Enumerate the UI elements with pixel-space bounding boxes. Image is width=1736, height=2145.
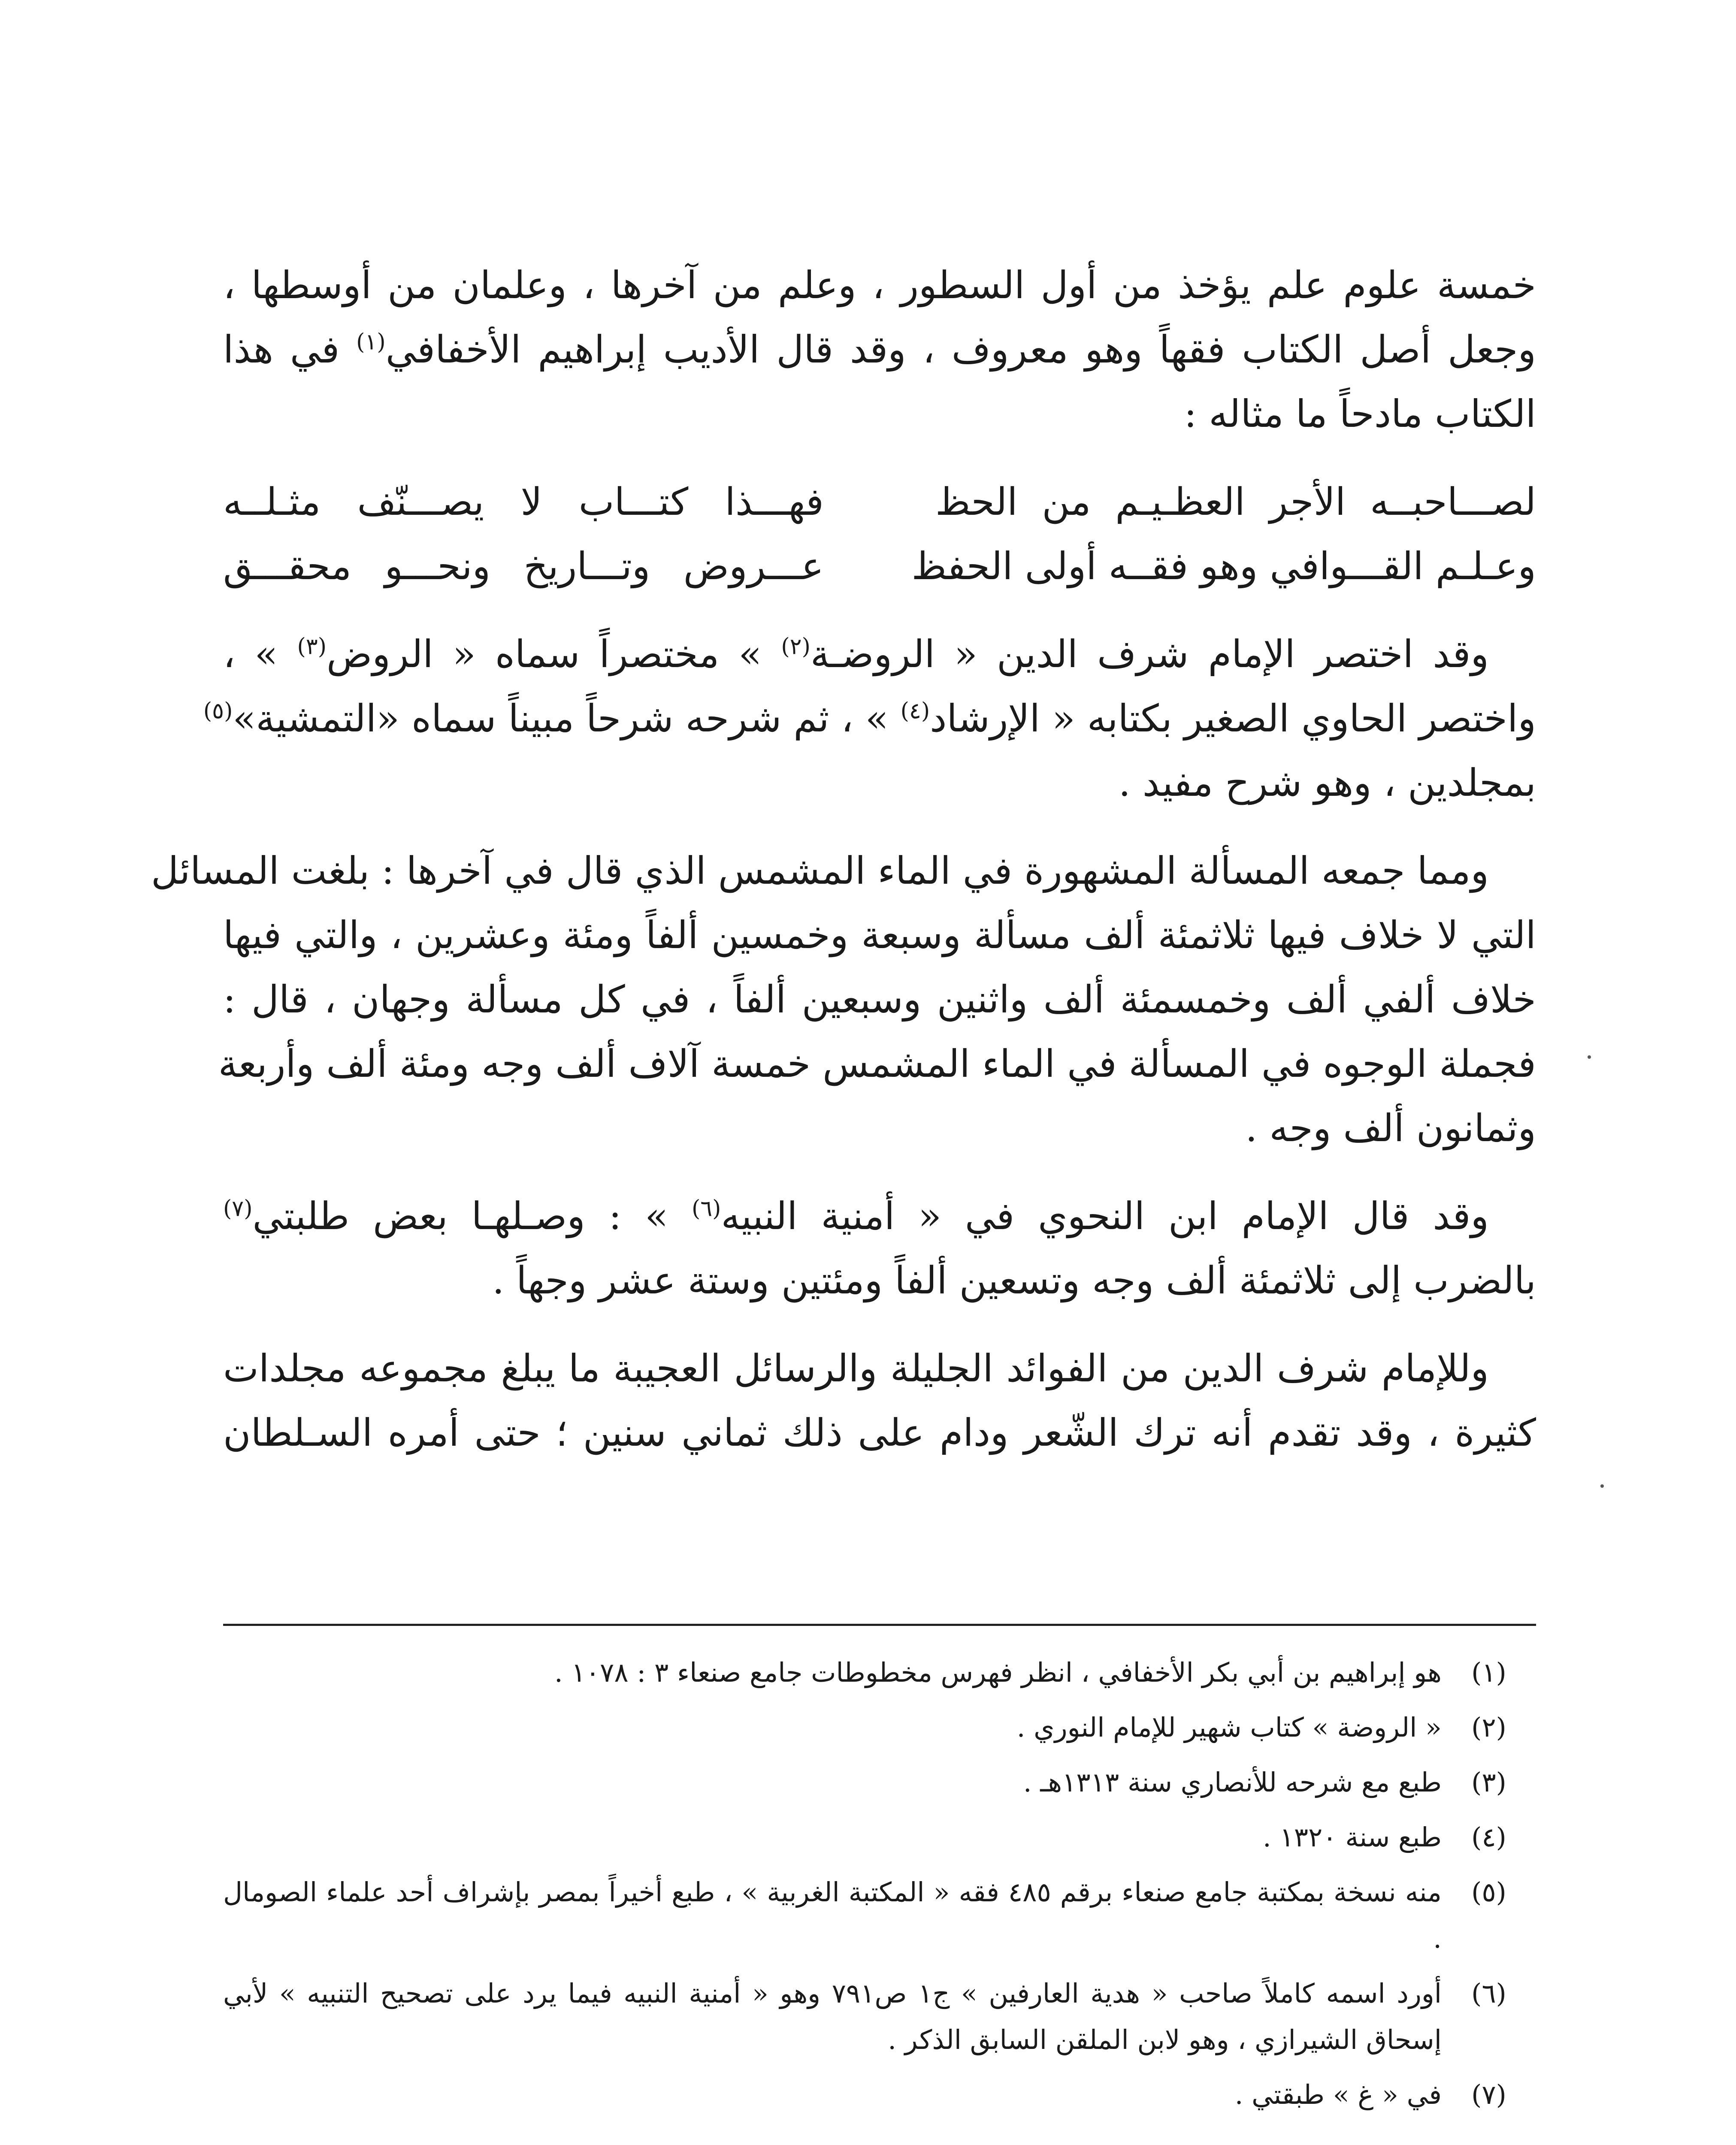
footnote-number: (٧)	[1471, 2079, 1506, 2110]
footnote-text: منه نسخة بمكتبة جامع صنعاء برقم ٤٨٥ فقه « المكتبة الغربية » ، طبع أخيراً بمصر بإشراف أحد علماء الصومال .	[223, 1876, 1442, 1954]
text-line: وقد اختصر الإمام شرف الدين « الروضـة$^{(٢)}$ » مختصراً سماه « الروض$^{(٣)}$ » ،	[223, 632, 1489, 676]
footnote-number: (٢)	[1471, 1712, 1506, 1743]
footnote-text: أورد اسمه كاملاً صاحب « هدية العارفين » ج١ ص٧٩١ وهو « أمنية النبيه فيما يرد على تصحيح التنبيه » لأبي إسحاق الشيرازي ، وهو لابن الملقن السابق الذكر .	[223, 1978, 1442, 2055]
verse-line	[223, 470, 1536, 534]
text-line: فجملة الوجوه في المسألة في الماء المشمس خمسة آلاف ألف وجه ومئة ألف وأربعة	[218, 1042, 1536, 1086]
text-line: الكتاب مادحاً ما مثاله :	[1184, 392, 1536, 436]
text-line: خلاف ألفي ألف وخمسمئة ألف واثنين وسبعين ألفاً ، في كل مسألة وجهان ، قال :	[223, 977, 1536, 1021]
footnotes	[223, 1650, 1536, 2127]
footnote-text: « الروضة » كتاب شهير للإمام النوري .	[1016, 1712, 1442, 1743]
footnote	[223, 2072, 1536, 2118]
footnote-ref: (٣)	[297, 634, 327, 660]
footnote	[223, 1759, 1536, 1806]
verse-second-hemistich: عـــروض وتـــاريخ ونحـــو محقـــق	[223, 544, 824, 588]
footnote-text: طبع مع شرحه للأنصاري سنة ١٣١٣هـ .	[1023, 1767, 1442, 1798]
footnote	[223, 1814, 1536, 1861]
footnote-number: (٤)	[1471, 1822, 1506, 1853]
footnote-text: هو إبراهيم بن أبي بكر الأخفافي ، انظر فهرس مخطوطات جامع صنعاء ٣ : ١٠٧٨ .	[554, 1657, 1442, 1688]
footnote-separator	[223, 1624, 1536, 1626]
text-line: خمسة علوم علم يؤخذ من أول السطور ، وعلم من آخرها ، وعلمان من أوسطها ،	[223, 263, 1536, 307]
verse-first-hemistich: لصـــاحبــه الأجر العظـيـم من الحظ	[935, 480, 1536, 524]
text-line: وجعل أصل الكتاب فقهاً وهو معروف ، وقد قال الأديب إبراهيم الأخفافي$^{(١)}$ في هذا	[223, 327, 1536, 372]
footnote-ref: (٦)	[691, 1196, 721, 1222]
text-line: بمجلدين ، وهو شرح مفيد .	[1118, 761, 1536, 805]
text-line: كثيرة ، وقد تقدم أنه ترك الشّعر ودام على ذلك ثماني سنين ؛ حتى أمره السـلطان	[223, 1411, 1536, 1455]
footnote-text: طبع سنة ١٣٢٠ .	[1263, 1822, 1442, 1853]
text-line: التي لا خلاف فيها ثلاثمئة ألف مسألة وسبعة وخمسين ألفاً ومئة وعشرين ، والتي فيها	[223, 913, 1536, 957]
footnote-number: (١)	[1471, 1657, 1506, 1688]
footnote	[223, 1970, 1536, 2063]
text-line: ومما جمعه المسألة المشهورة في الماء المشمس الذي قال في آخرها : بلغت المسائل	[151, 849, 1489, 893]
footnote	[223, 1869, 1536, 1962]
verse-second-hemistich: فهـــذا كتـــاب لا يصـــنّف مثـلــه	[223, 480, 824, 524]
text-line: واختصر الحاوي الصغير بكتابه « الإرشاد$^{(٤)}$ » ، ثم شرحه شرحاً مبيناً سماه «التمشية»$^{(٥)}$	[203, 696, 1536, 740]
verse-line	[223, 534, 1536, 598]
text-line: وثمانون ألف وجه .	[1245, 1106, 1536, 1150]
verse-first-hemistich: وعـلـم القـــوافي وهو فقــه أولى الحفظ	[911, 544, 1536, 588]
scan-speck	[1600, 1484, 1604, 1488]
footnote	[223, 1650, 1536, 1696]
footnote-ref: (١)	[356, 329, 386, 355]
footnote-ref: (٤)	[900, 698, 930, 724]
text-line: وللإمام شرف الدين من الفوائد الجليلة والرسائل العجيبة ما يبلغ مجموعه مجلدات	[223, 1346, 1489, 1390]
main-text	[151, 253, 1536, 1465]
footnote-ref: (٢)	[781, 634, 811, 660]
scan-speck	[1588, 1055, 1591, 1059]
footnote	[223, 1704, 1536, 1751]
text-line: وقد قال الإمام ابن النحوي في « أمنية النبيه$^{(٦)}$ » : وصـلهـا بعض طلبتي$^{(٧)}$	[223, 1194, 1489, 1238]
footnote-ref: (٥)	[203, 698, 233, 724]
footnote-text: في « غ » طبقتي .	[1234, 2079, 1442, 2110]
footnote-number: (٦)	[1471, 1978, 1506, 2009]
text-line: بالضرب إلى ثلاثمئة ألف وجه وتسعين ألفاً ومئتين وستة عشر وجهاً .	[492, 1258, 1536, 1302]
footnote-ref: (٧)	[223, 1196, 253, 1222]
footnote-number: (٣)	[1471, 1767, 1506, 1798]
footnote-number: (٥)	[1471, 1876, 1506, 1908]
